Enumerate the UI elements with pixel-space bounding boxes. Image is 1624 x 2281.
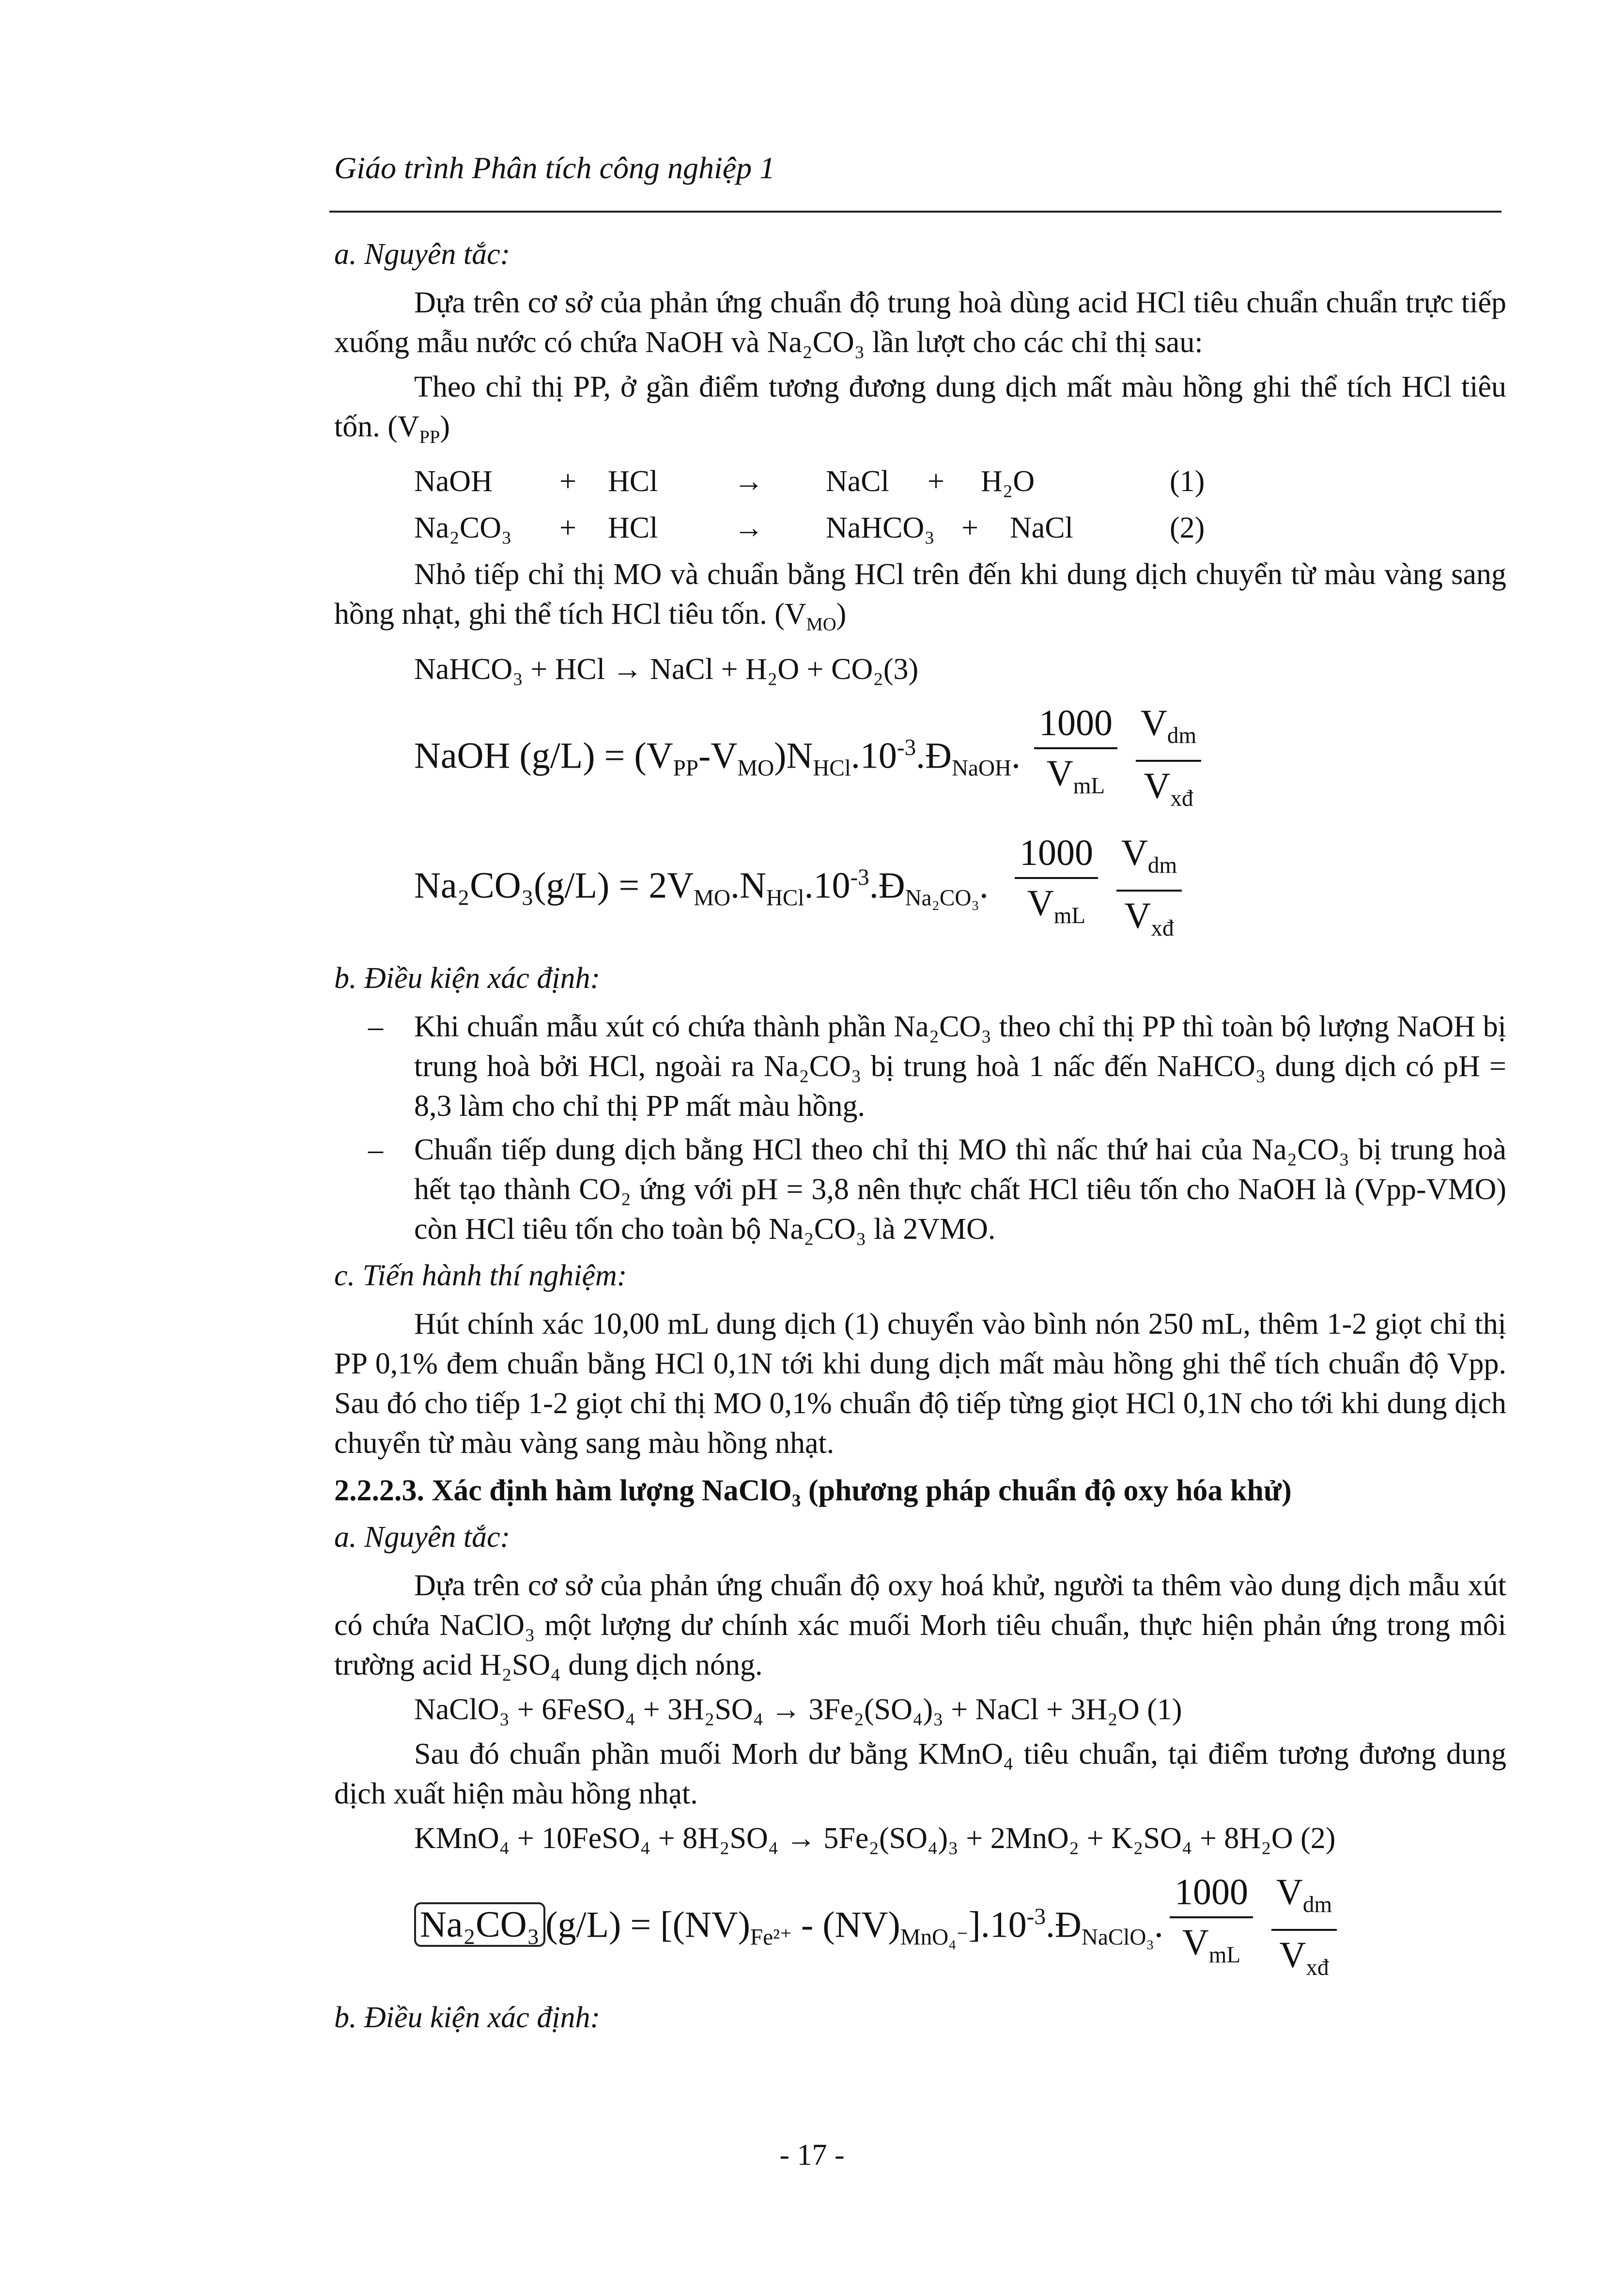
- frac-1-den-sub: mL: [1073, 773, 1105, 799]
- formula-na2co3-lhs: [414, 858, 989, 918]
- formula-naoh-exp: -3: [897, 735, 916, 760]
- formula-naoh-minus-v: -V: [698, 735, 738, 776]
- formula-naclo3-frac-2: [1271, 1868, 1337, 1992]
- frac-6-numerator: [1271, 1868, 1337, 1931]
- reaction-2-plus1: +: [559, 511, 576, 545]
- mo-text: Nhỏ tiếp chỉ thị MO và chuẩn bằng HCl trên đến khi dung dịch chuyển từ màu vàng sang hồng nhạt, ghi thể tích HCl tiêu tốn. (V: [334, 558, 1506, 631]
- frac-1-numerator: 1000: [1034, 699, 1117, 749]
- frac-4-numerator: [1116, 829, 1182, 892]
- reaction-1-number: (1): [1170, 465, 1205, 498]
- procedure-heading: c. Tiến hành thí nghiệm:: [334, 1259, 627, 1292]
- section-heading-2-2-2-3: 2.2.2.3. Xác định hàm lượng NaClO₃ (phương pháp chuẩn độ oxy hóa khử): [334, 1474, 1292, 1507]
- frac-3-den-v: V: [1027, 882, 1054, 924]
- formula-naclo3-exp: -3: [1026, 1904, 1046, 1929]
- page-body: [334, 228, 1506, 2046]
- frac-2-den-sub: xđ: [1170, 786, 1193, 812]
- reaction-1-plus1: +: [559, 465, 576, 498]
- condition-bullet-1: [334, 1007, 1506, 1126]
- formula-na2co3-sub-na2co3: Na₂CO₃: [905, 885, 979, 911]
- reaction-1-r2: HCl: [608, 465, 658, 498]
- mo-subscript: MO: [806, 614, 836, 635]
- conditions-heading-2: b. Điều kiện xác định:: [334, 2001, 601, 2034]
- pp-subscript: PP: [419, 427, 440, 447]
- formula-naoh: [414, 699, 1506, 820]
- reaction-2-arrow: →: [734, 511, 764, 545]
- reaction-1: [414, 462, 1506, 508]
- running-header: Giáo trình Phân tích công nghiệp 1: [334, 151, 775, 185]
- condition-bullet-2: [334, 1130, 1506, 1249]
- frac-2-denominator: [1136, 762, 1201, 823]
- boxed-label: Na₂CO₃: [414, 1902, 545, 1947]
- formula-naclo3-ten: ].10: [968, 1904, 1027, 1945]
- bullet-dash: –: [368, 1010, 383, 1043]
- header-rule: [329, 211, 1501, 213]
- frac-5-numerator: 1000: [1170, 1868, 1253, 1918]
- reaction-2-r1: Na₂CO₃: [414, 511, 512, 545]
- formula-na2co3-sub-mo: MO: [694, 885, 731, 911]
- formula-naoh-lhs: [414, 728, 1021, 788]
- formula-naclo3-text: (g/L) = [(NV): [545, 1904, 750, 1945]
- reaction-1-plus2: +: [928, 465, 944, 498]
- frac-3-den-sub: mL: [1053, 903, 1086, 928]
- formula-naclo3-d: .Đ: [1046, 1904, 1082, 1945]
- morh-paragraph: Sau đó chuẩn phần muối Morh dư bằng KMnO₄ tiêu chuẩn, tại điểm tương đương dung dịch xuất hiện màu hồng nhạt.: [334, 1737, 1506, 1810]
- formula-naoh-sub-naoh: NaOH: [952, 755, 1011, 781]
- formula-naclo3: [414, 1868, 1506, 1989]
- frac-2-numerator: [1136, 699, 1201, 762]
- formula-naclo3-dot: .: [1154, 1904, 1163, 1945]
- formula-naoh-dot: .: [1011, 735, 1021, 776]
- conditions-heading-1: b. Điều kiện xác định:: [334, 961, 601, 995]
- frac-4-den-v: V: [1124, 895, 1151, 936]
- reaction-2: [414, 508, 1506, 555]
- formula-naoh-d: .Đ: [916, 735, 952, 776]
- frac-4-denominator: [1116, 892, 1182, 953]
- formula-naoh-text: NaOH (g/L) = (V: [414, 735, 673, 776]
- formula-na2co3-dot: .: [979, 865, 989, 906]
- formula-na2co3-text: Na₂CO₃(g/L) = 2V: [414, 865, 694, 906]
- formula-naoh-frac-2: [1136, 699, 1201, 823]
- frac-5-denominator: [1170, 1918, 1253, 1979]
- redox-reaction-2: KMnO₄ + 10FeSO₄ + 8H₂SO₄ → 5Fe₂(SO₄)₃ + 2MnO₂ + K₂SO₄ + 8H₂O (2): [414, 1821, 1336, 1855]
- frac-4-num-v: V: [1121, 832, 1148, 873]
- formula-na2co3-frac-1: [1015, 829, 1098, 940]
- frac-6-num-sub: dm: [1302, 1892, 1332, 1917]
- reaction-3: NaHCO₃ + HCl → NaCl + H₂O + CO₂(3): [414, 652, 919, 686]
- formula-naoh-sub-hcl: HCl: [813, 755, 851, 781]
- reaction-2-r2: HCl: [608, 511, 658, 545]
- formula-naclo3-sub-fe: Fe²⁺: [750, 1925, 792, 1950]
- frac-5-den-v: V: [1182, 1922, 1209, 1963]
- formula-na2co3-n: .N: [730, 865, 766, 906]
- page-number: - 17 -: [779, 2139, 845, 2172]
- reaction-2-plus2: +: [961, 511, 978, 545]
- reaction-1-arrow: →: [734, 465, 764, 498]
- formula-naoh-n: )N: [774, 735, 813, 776]
- frac-4-den-sub: xđ: [1151, 916, 1174, 941]
- formula-naoh-frac-1: [1034, 699, 1117, 810]
- pp-text: Theo chỉ thị PP, ở gần điểm tương đương dung dịch mất màu hồng ghi thể tích HCl tiêu tốn. (V: [334, 370, 1506, 443]
- frac-3-numerator: 1000: [1015, 829, 1098, 879]
- formula-na2co3-exp: -3: [850, 864, 869, 890]
- formula-naclo3-frac-1: [1170, 1868, 1253, 1979]
- procedure-paragraph: Hút chính xác 10,00 mL dung dịch (1) chuyển vào bình nón 250 mL, thêm 1-2 giọt chỉ thị PP 0,1% đem chuẩn bằng HCl 0,1N tới khi dung dịch mất màu hồng ghi thể tích chuẩn độ Vpp. Sau đó cho tiếp 1-2 giọt chỉ thị MO 0,1% chuẩn độ tiếp từng giọt HCl 0,1N cho tới khi dung dịch chuyển từ màu vàng sang màu hồng nhạt.: [334, 1307, 1506, 1460]
- frac-1-den-v: V: [1046, 753, 1073, 794]
- frac-6-den-v: V: [1279, 1934, 1306, 1975]
- mo-paragraph: Nhỏ tiếp chỉ thị MO và chuẩn bằng HCl trên đến khi dung dịch chuyển từ màu vàng sang hồng nhạt, ghi thể tích HCl tiêu tốn. $(V_{MO})$: [334, 558, 1506, 635]
- reaction-2-p2: NaCl: [1010, 511, 1073, 545]
- reaction-1-r1: NaOH: [414, 465, 493, 498]
- principle-paragraph-1: Dựa trên cơ sở của phản ứng chuẩn độ trung hoà dùng acid HCl tiêu chuẩn chuẩn trực tiếp xuống mẫu nước có chứa NaOH và Na₂CO₃ lần lượt cho các chỉ thị sau:: [334, 286, 1506, 359]
- redox-reaction-1: NaClO₃ + 6FeSO₄ + 3H₂SO₄ → 3Fe₂(SO₄)₃ + NaCl + 3H₂O (1): [414, 1693, 1182, 1726]
- formula-naoh-sub-pp: PP: [673, 755, 699, 781]
- formula-na2co3: [414, 829, 1506, 950]
- formula-na2co3-sub-hcl: HCl: [766, 885, 804, 911]
- principle-heading-2: a. Nguyên tắc:: [334, 1520, 510, 1554]
- reaction-2-number: (2): [1170, 511, 1205, 545]
- formula-naoh-ten: .10: [851, 735, 897, 776]
- frac-4-num-sub: dm: [1147, 852, 1177, 878]
- formula-na2co3-d: .Đ: [869, 865, 905, 906]
- condition-bullet-2-text: Chuẩn tiếp dung dịch bằng HCl theo chỉ thị MO thì nấc thứ hai của Na₂CO₃ bị trung hoà hết tạo thành CO₂ ứng với pH = 3,8 nên thực chất HCl tiêu tốn cho NaOH là (Vpp-VMO) còn HCl tiêu tốn cho toàn bộ Na₂CO₃ là 2VMO.: [414, 1133, 1506, 1246]
- principle-heading-1: a. Nguyên tắc:: [334, 238, 510, 271]
- principle-paragraph-2: Dựa trên cơ sở của phản ứng chuẩn độ oxy hoá khử, người ta thêm vào dung dịch mẫu xút có chứa NaClO₃ một lượng dư chính xác muối Morh tiêu chuẩn, thực hiện phản ứng trong môi trường acid H₂SO₄ dung dịch nóng.: [334, 1569, 1506, 1681]
- formula-naclo3-sub-naclo3: NaClO₃: [1081, 1925, 1154, 1950]
- reaction-2-p1: NaHCO₃: [826, 511, 935, 545]
- formula-naclo3-lhs: [414, 1897, 1163, 1957]
- reaction-1-p1: NaCl: [826, 465, 889, 498]
- frac-2-num-sub: dm: [1167, 723, 1197, 748]
- formula-naoh-sub-mo: MO: [737, 755, 774, 781]
- bullet-dash: –: [368, 1133, 383, 1166]
- pp-paragraph: Theo chỉ thị PP, ở gần điểm tương đương dung dịch mất màu hồng ghi thể tích HCl tiêu tốn. $(V_{PP})$: [334, 370, 1506, 447]
- condition-bullet-1-text: Khi chuẩn mẫu xút có chứa thành phần Na₂CO₃ theo chỉ thị PP thì toàn bộ lượng NaOH bị trung hoà bởi HCl, ngoài ra Na₂CO₃ bị trung hoà 1 nấc đến NaHCO₃ dung dịch có pH = 8,3 làm cho chỉ thị PP mất màu hồng.: [414, 1010, 1506, 1123]
- frac-6-denominator: [1271, 1931, 1337, 1992]
- frac-6-num-v: V: [1276, 1871, 1303, 1912]
- frac-3-denominator: [1015, 879, 1098, 940]
- frac-5-den-sub: mL: [1208, 1942, 1241, 1968]
- formula-naclo3-minus: - (NV): [792, 1904, 900, 1945]
- formula-na2co3-frac-2: [1116, 829, 1182, 953]
- frac-2-num-v: V: [1141, 702, 1167, 743]
- formula-naclo3-sub-mno4: MnO₄⁻: [900, 1925, 969, 1950]
- frac-1-denominator: [1034, 749, 1117, 810]
- frac-6-den-sub: xđ: [1306, 1955, 1329, 1981]
- frac-2-den-v: V: [1144, 765, 1171, 806]
- reaction-1-p2: H₂O: [981, 465, 1035, 498]
- formula-na2co3-ten: .10: [804, 865, 851, 906]
